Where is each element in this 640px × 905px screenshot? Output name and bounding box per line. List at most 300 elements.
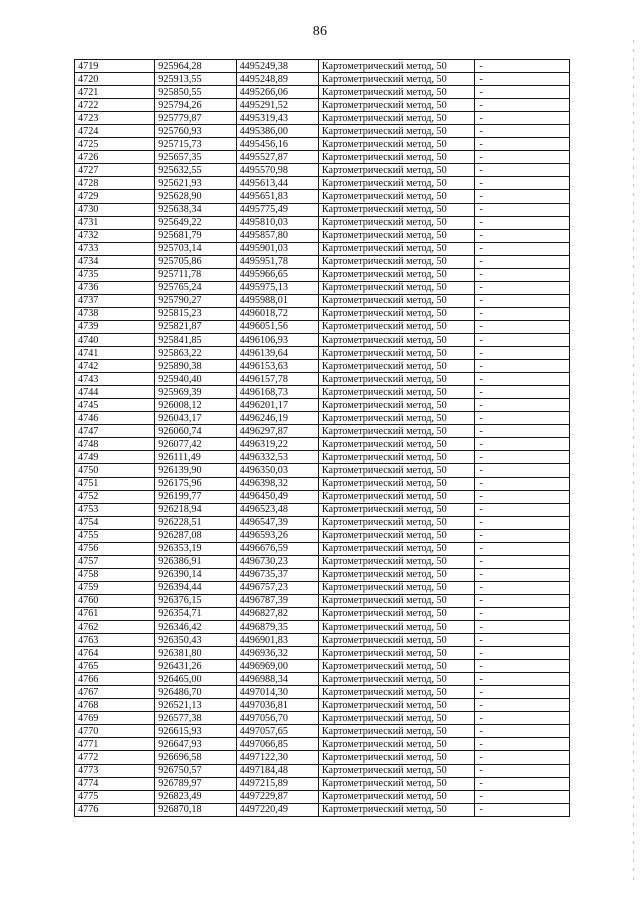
table-row <box>75 268 570 281</box>
method-cell: Картометрический метод, 50 <box>318 373 474 386</box>
method-cell: Картометрический метод, 50 <box>318 307 474 320</box>
y-coordinate-cell: 4495613,44 <box>236 177 318 190</box>
x-coordinate-cell: 925779,87 <box>155 112 236 125</box>
error-cell: - <box>475 725 570 738</box>
error-cell: - <box>475 386 570 399</box>
x-coordinate-cell: 925705,86 <box>155 255 236 268</box>
table-row <box>75 229 570 242</box>
table-row <box>75 516 570 529</box>
error-cell: - <box>475 647 570 660</box>
point-number-cell: 4729 <box>75 190 155 203</box>
coordinates-table <box>74 59 570 817</box>
table-row <box>75 320 570 333</box>
x-coordinate-cell: 926431,26 <box>155 660 236 673</box>
point-number-cell: 4776 <box>75 803 155 816</box>
method-cell: Картометрический метод, 50 <box>318 803 474 816</box>
error-cell: - <box>475 320 570 333</box>
x-coordinate-cell: 925890,38 <box>155 360 236 373</box>
x-coordinate-cell: 925632,55 <box>155 164 236 177</box>
x-coordinate-cell: 925913,55 <box>155 73 236 86</box>
x-coordinate-cell: 926521,13 <box>155 699 236 712</box>
y-coordinate-cell: 4496106,93 <box>236 333 318 346</box>
error-cell: - <box>475 412 570 425</box>
table-row <box>75 764 570 777</box>
point-number-cell: 4725 <box>75 138 155 151</box>
point-number-cell: 4719 <box>75 60 155 73</box>
error-cell: - <box>475 216 570 229</box>
table-row <box>75 490 570 503</box>
method-cell: Картометрический метод, 50 <box>318 751 474 764</box>
y-coordinate-cell: 4496398,32 <box>236 477 318 490</box>
point-number-cell: 4728 <box>75 177 155 190</box>
table-row <box>75 216 570 229</box>
error-cell: - <box>475 112 570 125</box>
error-cell: - <box>475 621 570 634</box>
y-coordinate-cell: 4496319,22 <box>236 438 318 451</box>
x-coordinate-cell: 925638,34 <box>155 203 236 216</box>
table-row <box>75 542 570 555</box>
y-coordinate-cell: 4496332,53 <box>236 451 318 464</box>
point-number-cell: 4760 <box>75 594 155 607</box>
table-row <box>75 751 570 764</box>
point-number-cell: 4749 <box>75 451 155 464</box>
table-row <box>75 242 570 255</box>
x-coordinate-cell: 926077,42 <box>155 438 236 451</box>
table-row <box>75 164 570 177</box>
x-coordinate-cell: 926218,94 <box>155 503 236 516</box>
x-coordinate-cell: 926353,19 <box>155 542 236 555</box>
method-cell: Картометрический метод, 50 <box>318 699 474 712</box>
point-number-cell: 4724 <box>75 125 155 138</box>
point-number-cell: 4768 <box>75 699 155 712</box>
error-cell: - <box>475 503 570 516</box>
point-number-cell: 4722 <box>75 99 155 112</box>
error-cell: - <box>475 738 570 751</box>
point-number-cell: 4757 <box>75 555 155 568</box>
x-coordinate-cell: 926376,15 <box>155 594 236 607</box>
y-coordinate-cell: 4495966,65 <box>236 268 318 281</box>
y-coordinate-cell: 4495775,49 <box>236 203 318 216</box>
point-number-cell: 4744 <box>75 386 155 399</box>
table-row <box>75 203 570 216</box>
x-coordinate-cell: 926228,51 <box>155 516 236 529</box>
error-cell: - <box>475 73 570 86</box>
point-number-cell: 4739 <box>75 320 155 333</box>
error-cell: - <box>475 307 570 320</box>
error-cell: - <box>475 294 570 307</box>
y-coordinate-cell: 4495901,03 <box>236 242 318 255</box>
y-coordinate-cell: 4496523,48 <box>236 503 318 516</box>
point-number-cell: 4742 <box>75 360 155 373</box>
table-row <box>75 686 570 699</box>
y-coordinate-cell: 4496827,82 <box>236 607 318 620</box>
x-coordinate-cell: 925841,85 <box>155 333 236 346</box>
method-cell: Картометрический метод, 50 <box>318 425 474 438</box>
method-cell: Картометрический метод, 50 <box>318 686 474 699</box>
x-coordinate-cell: 926465,00 <box>155 673 236 686</box>
y-coordinate-cell: 4496547,39 <box>236 516 318 529</box>
error-cell: - <box>475 581 570 594</box>
method-cell: Картометрический метод, 50 <box>318 464 474 477</box>
point-number-cell: 4767 <box>75 686 155 699</box>
point-number-cell: 4731 <box>75 216 155 229</box>
method-cell: Картометрический метод, 50 <box>318 347 474 360</box>
y-coordinate-cell: 4496246,19 <box>236 412 318 425</box>
error-cell: - <box>475 268 570 281</box>
point-number-cell: 4745 <box>75 399 155 412</box>
table-row <box>75 647 570 660</box>
table-row <box>75 373 570 386</box>
method-cell: Картометрический метод, 50 <box>318 725 474 738</box>
method-cell: Картометрический метод, 50 <box>318 777 474 790</box>
error-cell: - <box>475 660 570 673</box>
y-coordinate-cell: 4496450,49 <box>236 490 318 503</box>
error-cell: - <box>475 255 570 268</box>
method-cell: Картометрический метод, 50 <box>318 503 474 516</box>
error-cell: - <box>475 555 570 568</box>
error-cell: - <box>475 673 570 686</box>
point-number-cell: 4746 <box>75 412 155 425</box>
table-row <box>75 555 570 568</box>
error-cell: - <box>475 125 570 138</box>
y-coordinate-cell: 4495570,98 <box>236 164 318 177</box>
y-coordinate-cell: 4496787,39 <box>236 594 318 607</box>
y-coordinate-cell: 4496730,23 <box>236 555 318 568</box>
method-cell: Картометрический метод, 50 <box>318 412 474 425</box>
error-cell: - <box>475 542 570 555</box>
point-number-cell: 4758 <box>75 568 155 581</box>
y-coordinate-cell: 4497056,70 <box>236 712 318 725</box>
method-cell: Картометрический метод, 50 <box>318 490 474 503</box>
method-cell: Картометрический метод, 50 <box>318 242 474 255</box>
point-number-cell: 4769 <box>75 712 155 725</box>
method-cell: Картометрический метод, 50 <box>318 594 474 607</box>
method-cell: Картометрический метод, 50 <box>318 581 474 594</box>
error-cell: - <box>475 607 570 620</box>
point-number-cell: 4748 <box>75 438 155 451</box>
method-cell: Картометрический метод, 50 <box>318 229 474 242</box>
table-row <box>75 529 570 542</box>
method-cell: Картометрический метод, 50 <box>318 151 474 164</box>
table-row <box>75 738 570 751</box>
error-cell: - <box>475 751 570 764</box>
y-coordinate-cell: 4497122,30 <box>236 751 318 764</box>
error-cell: - <box>475 699 570 712</box>
method-cell: Картометрический метод, 50 <box>318 555 474 568</box>
method-cell: Картометрический метод, 50 <box>318 190 474 203</box>
point-number-cell: 4738 <box>75 307 155 320</box>
method-cell: Картометрический метод, 50 <box>318 738 474 751</box>
method-cell: Картометрический метод, 50 <box>318 164 474 177</box>
y-coordinate-cell: 4495319,43 <box>236 112 318 125</box>
y-coordinate-cell: 4496018,72 <box>236 307 318 320</box>
x-coordinate-cell: 926043,17 <box>155 412 236 425</box>
error-cell: - <box>475 594 570 607</box>
x-coordinate-cell: 926647,93 <box>155 738 236 751</box>
y-coordinate-cell: 4495248,89 <box>236 73 318 86</box>
x-coordinate-cell: 926287,08 <box>155 529 236 542</box>
table-row <box>75 307 570 320</box>
point-number-cell: 4733 <box>75 242 155 255</box>
point-number-cell: 4756 <box>75 542 155 555</box>
point-number-cell: 4735 <box>75 268 155 281</box>
table-row <box>75 790 570 803</box>
x-coordinate-cell: 926394,44 <box>155 581 236 594</box>
point-number-cell: 4726 <box>75 151 155 164</box>
y-coordinate-cell: 4496297,87 <box>236 425 318 438</box>
method-cell: Картометрический метод, 50 <box>318 634 474 647</box>
error-cell: - <box>475 281 570 294</box>
point-number-cell: 4753 <box>75 503 155 516</box>
y-coordinate-cell: 4495651,83 <box>236 190 318 203</box>
x-coordinate-cell: 925765,24 <box>155 281 236 294</box>
x-coordinate-cell: 926386,91 <box>155 555 236 568</box>
x-coordinate-cell: 926823,49 <box>155 790 236 803</box>
table-row <box>75 333 570 346</box>
method-cell: Картометрический метод, 50 <box>318 399 474 412</box>
y-coordinate-cell: 4496153,63 <box>236 360 318 373</box>
point-number-cell: 4743 <box>75 373 155 386</box>
x-coordinate-cell: 925940,40 <box>155 373 236 386</box>
y-coordinate-cell: 4497057,65 <box>236 725 318 738</box>
point-number-cell: 4741 <box>75 347 155 360</box>
x-coordinate-cell: 926346,42 <box>155 621 236 634</box>
method-cell: Картометрический метод, 50 <box>318 451 474 464</box>
y-coordinate-cell: 4496676,59 <box>236 542 318 555</box>
x-coordinate-cell: 925794,26 <box>155 99 236 112</box>
method-cell: Картометрический метод, 50 <box>318 138 474 151</box>
x-coordinate-cell: 926350,43 <box>155 634 236 647</box>
method-cell: Картометрический метод, 50 <box>318 647 474 660</box>
error-cell: - <box>475 490 570 503</box>
y-coordinate-cell: 4495988,01 <box>236 294 318 307</box>
error-cell: - <box>475 686 570 699</box>
method-cell: Картометрический метод, 50 <box>318 529 474 542</box>
error-cell: - <box>475 451 570 464</box>
y-coordinate-cell: 4496168,73 <box>236 386 318 399</box>
x-coordinate-cell: 925821,87 <box>155 320 236 333</box>
table-row <box>75 255 570 268</box>
x-coordinate-cell: 925760,93 <box>155 125 236 138</box>
y-coordinate-cell: 4496735,37 <box>236 568 318 581</box>
table-row <box>75 621 570 634</box>
error-cell: - <box>475 86 570 99</box>
table-row <box>75 60 570 73</box>
point-number-cell: 4764 <box>75 647 155 660</box>
table-row <box>75 347 570 360</box>
table-row <box>75 73 570 86</box>
error-cell: - <box>475 229 570 242</box>
point-number-cell: 4761 <box>75 607 155 620</box>
y-coordinate-cell: 4496157,78 <box>236 373 318 386</box>
method-cell: Картометрический метод, 50 <box>318 294 474 307</box>
x-coordinate-cell: 926175,96 <box>155 477 236 490</box>
error-cell: - <box>475 347 570 360</box>
y-coordinate-cell: 4497036,81 <box>236 699 318 712</box>
error-cell: - <box>475 516 570 529</box>
x-coordinate-cell: 925969,39 <box>155 386 236 399</box>
point-number-cell: 4762 <box>75 621 155 634</box>
method-cell: Картометрический метод, 50 <box>318 320 474 333</box>
y-coordinate-cell: 4496757,23 <box>236 581 318 594</box>
y-coordinate-cell: 4496936,32 <box>236 647 318 660</box>
y-coordinate-cell: 4497229,87 <box>236 790 318 803</box>
method-cell: Картометрический метод, 50 <box>318 660 474 673</box>
scan-edge-mark <box>633 40 634 880</box>
x-coordinate-cell: 926008,12 <box>155 399 236 412</box>
page-number: 86 <box>312 24 328 39</box>
method-cell: Картометрический метод, 50 <box>318 568 474 581</box>
table-row <box>75 112 570 125</box>
error-cell: - <box>475 568 570 581</box>
method-cell: Картометрический метод, 50 <box>318 281 474 294</box>
error-cell: - <box>475 712 570 725</box>
table-row <box>75 386 570 399</box>
table-row <box>75 125 570 138</box>
table-row <box>75 451 570 464</box>
x-coordinate-cell: 925863,22 <box>155 347 236 360</box>
x-coordinate-cell: 926696,58 <box>155 751 236 764</box>
point-number-cell: 4773 <box>75 764 155 777</box>
point-number-cell: 4750 <box>75 464 155 477</box>
error-cell: - <box>475 790 570 803</box>
y-coordinate-cell: 4497220,49 <box>236 803 318 816</box>
y-coordinate-cell: 4495386,00 <box>236 125 318 138</box>
x-coordinate-cell: 926354,71 <box>155 607 236 620</box>
method-cell: Картометрический метод, 50 <box>318 790 474 803</box>
coordinates-table-body <box>75 60 570 817</box>
method-cell: Картометрический метод, 50 <box>318 125 474 138</box>
method-cell: Картометрический метод, 50 <box>318 60 474 73</box>
x-coordinate-cell: 926486,70 <box>155 686 236 699</box>
x-coordinate-cell: 925711,78 <box>155 268 236 281</box>
method-cell: Картометрический метод, 50 <box>318 177 474 190</box>
x-coordinate-cell: 925964,28 <box>155 60 236 73</box>
error-cell: - <box>475 438 570 451</box>
y-coordinate-cell: 4495810,03 <box>236 216 318 229</box>
error-cell: - <box>475 464 570 477</box>
table-row <box>75 634 570 647</box>
point-number-cell: 4732 <box>75 229 155 242</box>
point-number-cell: 4770 <box>75 725 155 738</box>
x-coordinate-cell: 926789,97 <box>155 777 236 790</box>
table-row <box>75 281 570 294</box>
table-row <box>75 594 570 607</box>
method-cell: Картометрический метод, 50 <box>318 673 474 686</box>
error-cell: - <box>475 242 570 255</box>
y-coordinate-cell: 4495456,16 <box>236 138 318 151</box>
y-coordinate-cell: 4495249,38 <box>236 60 318 73</box>
method-cell: Картометрический метод, 50 <box>318 255 474 268</box>
table-row <box>75 294 570 307</box>
error-cell: - <box>475 138 570 151</box>
error-cell: - <box>475 803 570 816</box>
error-cell: - <box>475 425 570 438</box>
table-row <box>75 399 570 412</box>
method-cell: Картометрический метод, 50 <box>318 216 474 229</box>
point-number-cell: 4752 <box>75 490 155 503</box>
point-number-cell: 4765 <box>75 660 155 673</box>
x-coordinate-cell: 926577,38 <box>155 712 236 725</box>
method-cell: Картометрический метод, 50 <box>318 112 474 125</box>
x-coordinate-cell: 925703,14 <box>155 242 236 255</box>
point-number-cell: 4759 <box>75 581 155 594</box>
x-coordinate-cell: 925850,55 <box>155 86 236 99</box>
x-coordinate-cell: 925628,90 <box>155 190 236 203</box>
y-coordinate-cell: 4497014,30 <box>236 686 318 699</box>
point-number-cell: 4723 <box>75 112 155 125</box>
table-row <box>75 712 570 725</box>
method-cell: Картометрический метод, 50 <box>318 607 474 620</box>
method-cell: Картометрический метод, 50 <box>318 268 474 281</box>
point-number-cell: 4755 <box>75 529 155 542</box>
y-coordinate-cell: 4496139,64 <box>236 347 318 360</box>
table-row <box>75 464 570 477</box>
method-cell: Картометрический метод, 50 <box>318 86 474 99</box>
method-cell: Картометрический метод, 50 <box>318 712 474 725</box>
method-cell: Картометрический метод, 50 <box>318 621 474 634</box>
table-row <box>75 568 570 581</box>
point-number-cell: 4772 <box>75 751 155 764</box>
y-coordinate-cell: 4495266,06 <box>236 86 318 99</box>
point-number-cell: 4740 <box>75 333 155 346</box>
x-coordinate-cell: 925681,79 <box>155 229 236 242</box>
point-number-cell: 4763 <box>75 634 155 647</box>
table-row <box>75 660 570 673</box>
method-cell: Картометрический метод, 50 <box>318 516 474 529</box>
x-coordinate-cell: 925790,27 <box>155 294 236 307</box>
method-cell: Картометрический метод, 50 <box>318 99 474 112</box>
error-cell: - <box>475 634 570 647</box>
method-cell: Картометрический метод, 50 <box>318 73 474 86</box>
point-number-cell: 4737 <box>75 294 155 307</box>
table-row <box>75 86 570 99</box>
x-coordinate-cell: 926111,49 <box>155 451 236 464</box>
error-cell: - <box>475 529 570 542</box>
point-number-cell: 4766 <box>75 673 155 686</box>
point-number-cell: 4775 <box>75 790 155 803</box>
method-cell: Картометрический метод, 50 <box>318 360 474 373</box>
error-cell: - <box>475 151 570 164</box>
method-cell: Картометрический метод, 50 <box>318 203 474 216</box>
point-number-cell: 4774 <box>75 777 155 790</box>
method-cell: Картометрический метод, 50 <box>318 542 474 555</box>
error-cell: - <box>475 360 570 373</box>
x-coordinate-cell: 926199,77 <box>155 490 236 503</box>
table-row <box>75 803 570 816</box>
error-cell: - <box>475 99 570 112</box>
y-coordinate-cell: 4495857,80 <box>236 229 318 242</box>
x-coordinate-cell: 926615,93 <box>155 725 236 738</box>
method-cell: Картометрический метод, 50 <box>318 438 474 451</box>
point-number-cell: 4754 <box>75 516 155 529</box>
y-coordinate-cell: 4495951,78 <box>236 255 318 268</box>
method-cell: Картометрический метод, 50 <box>318 477 474 490</box>
point-number-cell: 4751 <box>75 477 155 490</box>
table-row <box>75 673 570 686</box>
error-cell: - <box>475 164 570 177</box>
error-cell: - <box>475 399 570 412</box>
x-coordinate-cell: 926750,57 <box>155 764 236 777</box>
error-cell: - <box>475 333 570 346</box>
table-row <box>75 607 570 620</box>
x-coordinate-cell: 926390,14 <box>155 568 236 581</box>
point-number-cell: 4736 <box>75 281 155 294</box>
x-coordinate-cell: 926381,80 <box>155 647 236 660</box>
table-row <box>75 438 570 451</box>
table-row <box>75 503 570 516</box>
y-coordinate-cell: 4496901,83 <box>236 634 318 647</box>
